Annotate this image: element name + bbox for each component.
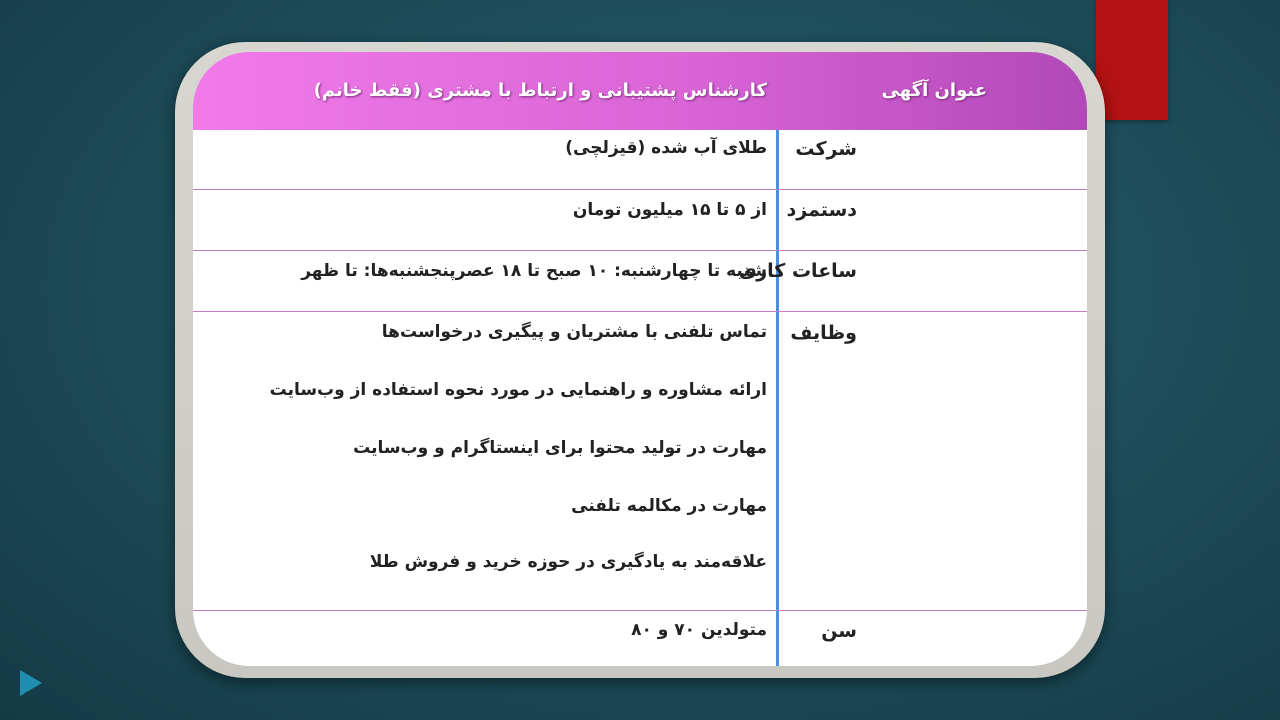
company-label: شرکت — [795, 138, 857, 160]
hours-value: شنبه تا چهارشنبه: ۱۰ صبح تا ۱۸ عصرپنجشنبه‌ها: تا ظهر — [301, 261, 767, 281]
salary-value: از ۵ تا ۱۵ میلیون تومان — [572, 200, 767, 220]
header-bar — [193, 52, 1087, 130]
row-divider — [193, 311, 1087, 312]
hours-label: ساعات کاری — [738, 260, 857, 282]
row-divider — [193, 250, 1087, 251]
job-ad-frame — [175, 42, 1105, 678]
column-divider — [776, 130, 779, 666]
company-value: طلای آب شده (قیزلچی) — [565, 138, 767, 158]
duty-item: مهارت در مکالمه تلفنی — [571, 496, 767, 516]
age-label: سن — [821, 620, 857, 642]
play-icon[interactable] — [20, 670, 42, 696]
duty-item: علاقه‌مند به یادگیری در حوزه خرید و فروش طلا — [369, 552, 767, 572]
row-divider — [193, 189, 1087, 190]
job-ad-card — [193, 52, 1087, 666]
salary-label: دستمزد — [786, 199, 857, 221]
duty-item: تماس تلفنی با مشتریان و پیگیری درخواست‌ها — [381, 322, 767, 342]
age-value: متولدین ۷۰ و ۸۰ — [631, 620, 767, 640]
job-title: کارشناس پشتیبانی و ارتباط با مشتری (فقط خانم) — [313, 80, 767, 101]
accent-block — [1096, 0, 1168, 120]
duty-item: مهارت در تولید محتوا برای اینستاگرام و وب‌سایت — [353, 438, 767, 458]
row-divider — [193, 610, 1087, 611]
duty-item: ارائه مشاوره و راهنمایی در مورد نحوه استفاده از وب‌سایت — [269, 380, 767, 400]
duties-label: وظایف — [790, 322, 857, 344]
header-label: عنوان آگهی — [881, 80, 987, 101]
